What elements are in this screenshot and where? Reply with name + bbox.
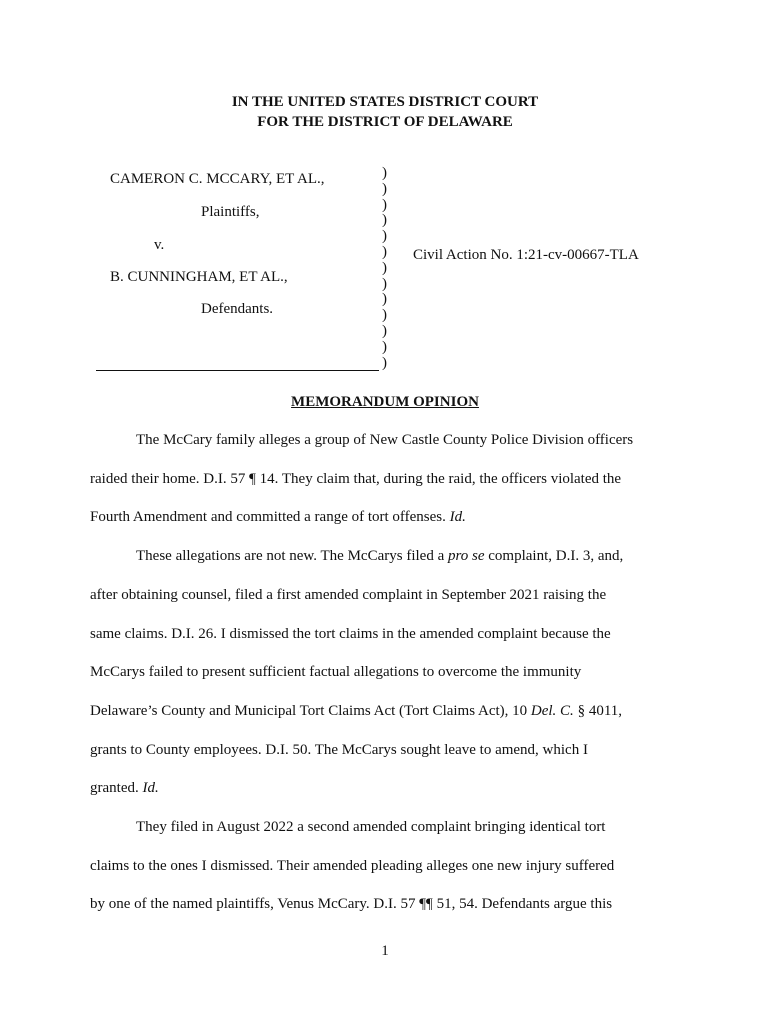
document-title: MEMORANDUM OPINION [291,394,479,410]
caption-parenthesis: ) [382,228,387,245]
caption-parenthesis: ) [382,322,387,339]
court-heading-line-1: IN THE UNITED STATES DISTRICT COURT [231,94,539,110]
body-line: after obtaining counsel, filed a first amended complaint in September 2021 raising the [90,587,607,603]
caption-parenthesis-column [382,166,396,371]
body-line: claims to the ones I dismissed. Their amended pleading alleges one new injury suffered [90,858,615,874]
caption-plaintiff: CAMERON C. MCCARY, ET AL., [110,171,325,187]
body-line [90,703,622,720]
caption-signature-line [96,370,379,371]
caption-defendant: B. CUNNINGHAM, ET AL., [110,269,288,285]
caption-parenthesis: ) [382,291,387,308]
caption-parenthesis: ) [382,338,387,355]
body-line: They filed in August 2022 a second amended complaint bringing identical tort [136,819,606,835]
court-heading-line-2: FOR THE DISTRICT OF DELAWARE [257,114,513,130]
caption-defendant-role: Defendants. [201,301,274,317]
body-line: raided their home. D.I. 57 ¶ 14. They claim that, during the raid, the officers violated the [90,471,622,487]
body-line: The McCary family alleges a group of New Castle County Police Division officers [136,432,634,448]
caption-parenthesis: ) [382,212,387,229]
caption-parenthesis: ) [382,165,387,181]
body-text: complaint, D.I. 3, and, [484,548,624,564]
caption-parenthesis: ) [382,275,387,292]
citation-id: Id. [449,509,466,525]
body-line [136,548,623,565]
body-line: McCarys failed to present sufficient factual allegations to overcome the immunity [90,664,582,680]
caption-parenthesis: ) [382,307,387,324]
statute-citation: Del. C. [530,703,574,719]
caption-parenthesis: ) [382,196,387,213]
body-line [90,509,466,526]
body-text: § 4011, [573,703,623,719]
body-text: These allegations are not new. The McCarys filed a [136,548,448,564]
body-line: same claims. D.I. 26. I dismissed the tort claims in the amended complaint because the [90,626,611,642]
caption-parenthesis: ) [382,259,387,276]
body-line: by one of the named plaintiffs, Venus McCary. D.I. 57 ¶¶ 51, 54. Defendants argue this [90,896,613,912]
page-number: 1 [381,943,389,959]
caption-case-number: Civil Action No. 1:21-cv-00667-TLA [413,247,639,263]
body-text: granted. [90,780,143,796]
caption-plaintiff-role: Plaintiffs, [201,204,260,220]
body-text: Delaware’s County and Municipal Tort Claims Act (Tort Claims Act), 10 [90,703,531,719]
caption-versus: v. [154,237,165,253]
citation-id: Id. [142,780,159,796]
body-line: grants to County employees. D.I. 50. The McCarys sought leave to amend, which I [90,742,588,758]
caption-parenthesis: ) [382,243,387,260]
caption-parenthesis: ) [382,354,387,371]
body-text: Fourth Amendment and committed a range of tort offenses. [90,509,450,525]
body-line [90,780,159,797]
latin-term: pro se [447,548,485,564]
caption-parenthesis: ) [382,180,387,197]
